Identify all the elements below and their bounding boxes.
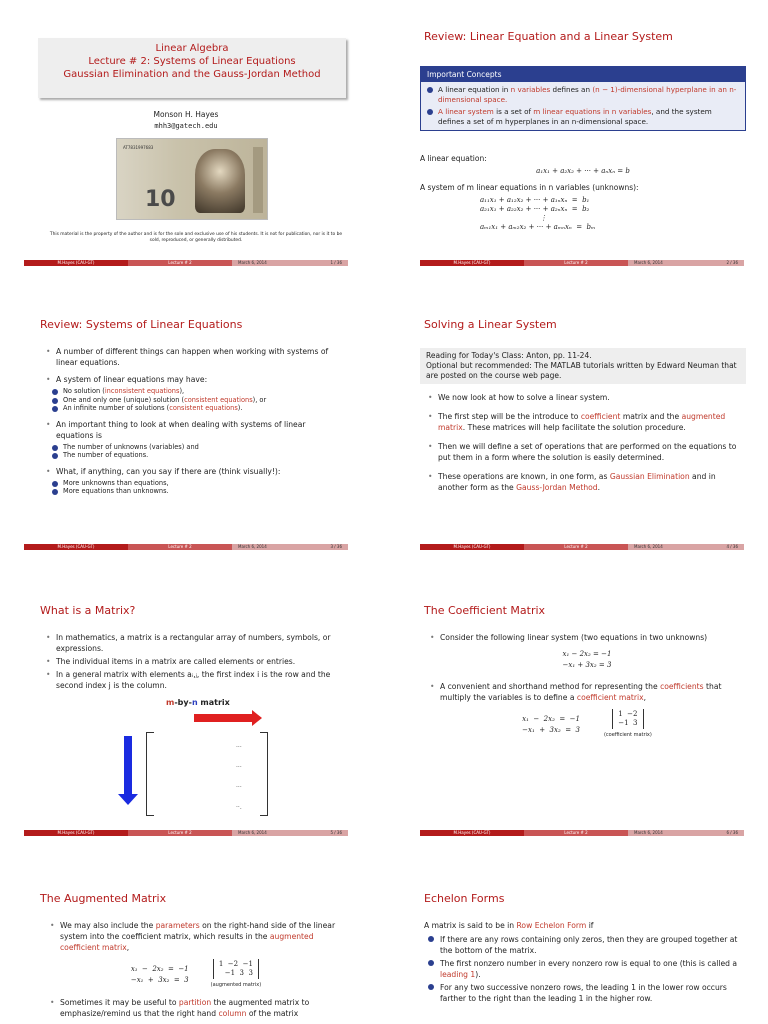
slide-title: Solving a Linear System	[424, 318, 557, 331]
highlight: augmented matrix	[438, 412, 726, 432]
linear-equation: a₁x₁ + a₂x₂ + ··· + aₙxₙ = b	[536, 167, 630, 175]
highlight: A linear system	[438, 107, 494, 116]
text: ),	[179, 387, 185, 395]
slide-8	[404, 864, 760, 1024]
slide-title: Review: Linear Equation and a Linear System	[424, 30, 673, 43]
text: if	[586, 921, 594, 930]
caption: (coefficient matrix)	[603, 732, 652, 738]
text: is a set of	[493, 107, 534, 116]
sys-row-m: aₘ₁x₁ + aₘ₂x₂ + ··· + aₘₙxₙ = bₘ	[480, 223, 596, 231]
text: and in another form as the	[438, 472, 716, 492]
highlight: augmented coefficient matrix	[60, 932, 314, 952]
slide-body	[424, 920, 746, 1004]
bullet-3: • An important thing to look at when dealing with systems of linear equations is	[44, 419, 344, 441]
text: The first step will be the introduce to	[438, 412, 581, 421]
matrix-label: matrix	[197, 698, 230, 707]
footer	[420, 830, 744, 836]
bullet-1: • Consider the following linear system (two equations in two unknowns)	[428, 632, 746, 643]
matrix	[612, 709, 643, 729]
footer	[24, 260, 348, 266]
bullet-3: • In a general matrix with elements aᵢ,ⱼ, the first index i is the row and the second index j is the column.	[44, 669, 344, 691]
banknote-serial: AT7831997683	[123, 145, 154, 150]
title-box	[38, 38, 346, 98]
bullet-1: • A number of different things can happen when working with systems of linear equations.	[44, 346, 344, 368]
title-line-1: Linear Algebra	[155, 43, 229, 54]
text: These operations are known, in one form, as	[438, 472, 610, 481]
sub-5: The number of equations.	[52, 451, 344, 460]
highlight: coefficient matrix	[576, 693, 644, 702]
bullet-2	[48, 997, 344, 1019]
text: ,	[126, 943, 130, 952]
reading: Reading for Today's Class: Anton, pp. 11-24.	[426, 351, 592, 360]
portrait	[195, 149, 245, 213]
optional-reading: Optional but recommended: The MATLAB tutorials written by Edward Neuman that are posted on the course web page.	[426, 361, 737, 380]
bullet-2: • The individual items in a matrix are called elements or entries.	[44, 656, 344, 667]
footer-author: M.Hayes (CAU-GT)	[420, 830, 524, 836]
text: A matrix is said to be in	[424, 921, 517, 930]
footer-lecture: Lecture # 2	[128, 260, 232, 266]
text: ,	[643, 693, 647, 702]
coefficient-display	[428, 709, 746, 741]
slide-5	[8, 578, 364, 850]
sys-row-2: a₂₁x₁ + a₂₂x₂ + ··· + a₂ₙxₙ = b₂	[480, 205, 590, 213]
text: .	[597, 483, 601, 492]
footer-lecture: Lecture # 2	[128, 830, 232, 836]
system	[522, 714, 580, 736]
highlight: Gaussian Elimination	[609, 472, 690, 481]
footer-date: March 6, 2014	[238, 544, 267, 549]
concept-2	[427, 107, 739, 126]
sub-3	[52, 404, 344, 413]
slide-title: Echelon Forms	[424, 892, 505, 905]
caption: (augmented matrix)	[210, 982, 262, 988]
footer	[420, 544, 744, 550]
sub-2	[52, 396, 344, 405]
highlight: Gauss-Jordan Method	[516, 483, 598, 492]
item-3: For any two successive nonzero rows, the leading 1 in the lower row occurs farther to the right than the leading 1 in the higher row.	[428, 982, 746, 1004]
sys-row-dots: ⋮	[540, 214, 547, 222]
footer-date-page	[628, 830, 744, 836]
footer-author: M.Hayes (CAU-GT)	[420, 544, 524, 550]
slide-body	[420, 348, 746, 499]
sys-row-2: −x₁ + 3x₂ = 3	[130, 976, 189, 984]
banknote-band	[253, 147, 263, 213]
slide-title: What is a Matrix?	[40, 604, 136, 617]
text: ), or	[252, 395, 267, 404]
title-line-2: Lecture # 2: Systems of Linear Equations	[88, 56, 296, 67]
matrix-row-2: −1 3 3	[224, 969, 253, 977]
text: The first nonzero number in every nonzero row is equal to one (this is called a	[440, 959, 738, 968]
item-1: If there are any rows containing only zeros, then they are grouped together at the bottom of the matrix.	[428, 934, 746, 956]
matrix-diagram	[118, 698, 278, 828]
footer	[420, 260, 744, 266]
text: , and the system defines a set of m hyperplanes in an n-dimensional space.	[438, 107, 712, 126]
text: ).	[475, 970, 481, 979]
important-concepts-box	[420, 66, 746, 131]
footer-author: M.Hayes (CAU-GT)	[24, 260, 128, 266]
slide-2	[404, 8, 760, 280]
concept-1	[427, 85, 739, 104]
sys-row-1: x₁ − 2x₂ = −1	[522, 715, 580, 723]
highlight: coefficient	[580, 412, 621, 421]
footer-page: 3 / 36	[330, 544, 342, 549]
footer-lecture: Lecture # 2	[524, 544, 628, 550]
sub-4: The number of unknowns (variables) and	[52, 443, 344, 452]
banknote-number: 10	[145, 187, 176, 212]
row-arrow	[194, 714, 254, 722]
sys-row-1: a₁₁x₁ + a₁₂x₂ + ··· + a₁ₙxₙ = b₁	[480, 196, 590, 204]
author-email: mhh3@gatech.edu	[154, 122, 218, 130]
footer-lecture: Lecture # 2	[524, 830, 628, 836]
footer-lecture: Lecture # 2	[524, 260, 628, 266]
eq-1: x₁ − 2x₂ = −1	[562, 650, 612, 658]
footer	[24, 544, 348, 550]
footer-page: 5 / 36	[330, 830, 342, 835]
text: matrix and the	[620, 412, 682, 421]
highlight: n variables	[510, 85, 551, 94]
slide-4	[404, 292, 760, 564]
footer-date: March 6, 2014	[634, 830, 663, 835]
footer-date: March 6, 2014	[238, 830, 267, 835]
text: that multiply the variables is to define a	[440, 682, 722, 702]
slide-body	[44, 346, 344, 496]
bullet-1: • In mathematics, a matrix is a rectangular array of numbers, symbols, or expressions.	[44, 632, 344, 654]
highlight: coefficients	[660, 682, 704, 691]
text: One and only one (unique) solution (	[63, 395, 185, 404]
slide-body	[428, 632, 746, 741]
bullet-3: • Then we will define a set of operations that are performed on the equations to put them in a form where the solution is easily determined.	[426, 441, 746, 463]
bullets	[420, 392, 746, 493]
text: A linear equation in	[438, 85, 511, 94]
bullet-1: • We now look at how to solve a linear system.	[426, 392, 746, 403]
footer-page: 6 / 36	[726, 830, 738, 835]
slide-body	[420, 62, 746, 232]
footer-page: 4 / 36	[726, 544, 738, 549]
text: We may also include the	[60, 921, 156, 930]
highlight: consistent equations	[184, 395, 253, 404]
footer-date: March 6, 2014	[634, 260, 663, 265]
coefficient-matrix	[604, 709, 652, 741]
row-arrow-head	[252, 710, 262, 726]
banknote-image	[116, 138, 268, 220]
footer-date-page	[232, 544, 348, 550]
n-label: n	[191, 698, 198, 707]
eq-2: −x₁ + 3x₂ = 3	[562, 661, 612, 669]
text: An infinite number of solutions (	[63, 404, 170, 412]
title-line-3: Gaussian Elimination and the Gauss-Jordan Method	[63, 69, 321, 80]
box-title: Important Concepts	[421, 67, 745, 82]
matrix-row-1: 1 −2 −1	[218, 960, 253, 968]
linear-equation-label: A linear equation:	[420, 154, 487, 163]
highlight: leading 1	[440, 970, 476, 979]
footer-date-page	[628, 544, 744, 550]
highlight: Row Echelon Form	[516, 921, 587, 930]
matrix-bracket-right	[260, 732, 268, 816]
text: the augmented matrix to emphasize/remind us that the right hand	[60, 998, 310, 1018]
text: Sometimes it may be useful to	[60, 998, 179, 1007]
sub-1	[52, 387, 344, 396]
footer-author: M.Hayes (CAU-GT)	[24, 544, 128, 550]
text: No solution (	[63, 387, 105, 395]
augmented-display	[48, 959, 344, 991]
slide-7	[8, 864, 364, 1024]
m-label: m	[166, 698, 175, 707]
highlight: inconsistent equations	[104, 387, 180, 395]
by-label: -by-	[174, 698, 192, 707]
text: defines an	[550, 85, 593, 94]
bullet-4: • What, if anything, can you say if there are (think visually!):	[44, 466, 344, 477]
matrix-dots: ··· ··· ··· ··.	[236, 744, 242, 811]
sys-row-2: −x₁ + 3x₂ = 3	[522, 726, 580, 734]
item-2	[428, 958, 746, 980]
highlight: consistent equations	[169, 404, 238, 412]
footer-page: 1 / 36	[330, 260, 342, 265]
footer-date-page	[628, 260, 744, 266]
text: of the matrix	[246, 1009, 299, 1018]
highlight: partition	[178, 998, 212, 1007]
system	[131, 964, 189, 986]
col-arrow	[124, 736, 132, 796]
system-equations	[420, 196, 746, 232]
bullet-2	[426, 411, 746, 433]
bullet-2	[428, 681, 746, 703]
footer-author: M.Hayes (CAU-GT)	[420, 260, 524, 266]
matrix	[213, 959, 259, 979]
slide-body	[48, 920, 344, 1024]
footer-page: 2 / 36	[726, 260, 738, 265]
intro	[424, 920, 746, 931]
slide-1	[8, 8, 364, 280]
slide-title: The Augmented Matrix	[40, 892, 167, 905]
system-label: A system of m linear equations in n variables (unknowns):	[420, 183, 639, 192]
sys-row-1: x₁ − 2x₂ = −1	[130, 965, 189, 973]
slide-3	[8, 292, 364, 564]
footer-date-page	[232, 830, 348, 836]
footer-date-page	[232, 260, 348, 266]
highlight: m linear equations in n variables	[533, 107, 652, 116]
matrix-row-1: 1 −2	[618, 710, 638, 718]
text: . These matrices will help facilitate the solution procedure.	[462, 423, 686, 432]
augmented-matrix	[211, 959, 262, 991]
bullet-2: • A system of linear equations may have:	[44, 374, 344, 385]
sub-6: More unknowns than equations,	[52, 479, 344, 488]
disclaimer: This material is the property of the author and is for the sole and exclusive use of his students. It is not for publication, nor is it to be sold, reproduced, or generally distributed.	[49, 232, 343, 243]
slide-title: Review: Systems of Linear Equations	[40, 318, 243, 331]
text: on the right-hand side of the linear system into the coefficient matrix, which results in the	[60, 921, 336, 941]
footer-author: M.Hayes (CAU-GT)	[24, 830, 128, 836]
matrix-row-2: −1 3	[618, 719, 638, 727]
author-name: Monson H. Hayes	[153, 110, 219, 119]
col-arrow-head	[118, 794, 138, 805]
bullet-4	[426, 471, 746, 493]
footer-date: March 6, 2014	[634, 544, 663, 549]
box-body	[421, 82, 745, 130]
matrix-bracket-left	[146, 732, 154, 816]
slide-6	[404, 578, 760, 850]
sub-7: More equations than unknowns.	[52, 487, 344, 496]
highlight: (n − 1)-dimensional hyperplane in an n-dimensional space.	[438, 85, 737, 104]
reading-block	[420, 348, 746, 384]
m-by-n-label	[166, 698, 230, 707]
slide-title: The Coefficient Matrix	[424, 604, 546, 617]
footer	[24, 830, 348, 836]
bullet-1	[48, 920, 344, 953]
slide-body	[44, 632, 344, 697]
text: A convenient and shorthand method for representing the	[440, 682, 661, 691]
text: ).	[237, 404, 243, 412]
footer-date: March 6, 2014	[238, 260, 267, 265]
highlight: parameters	[155, 921, 200, 930]
highlight: column	[218, 1009, 247, 1018]
footer-lecture: Lecture # 2	[128, 544, 232, 550]
